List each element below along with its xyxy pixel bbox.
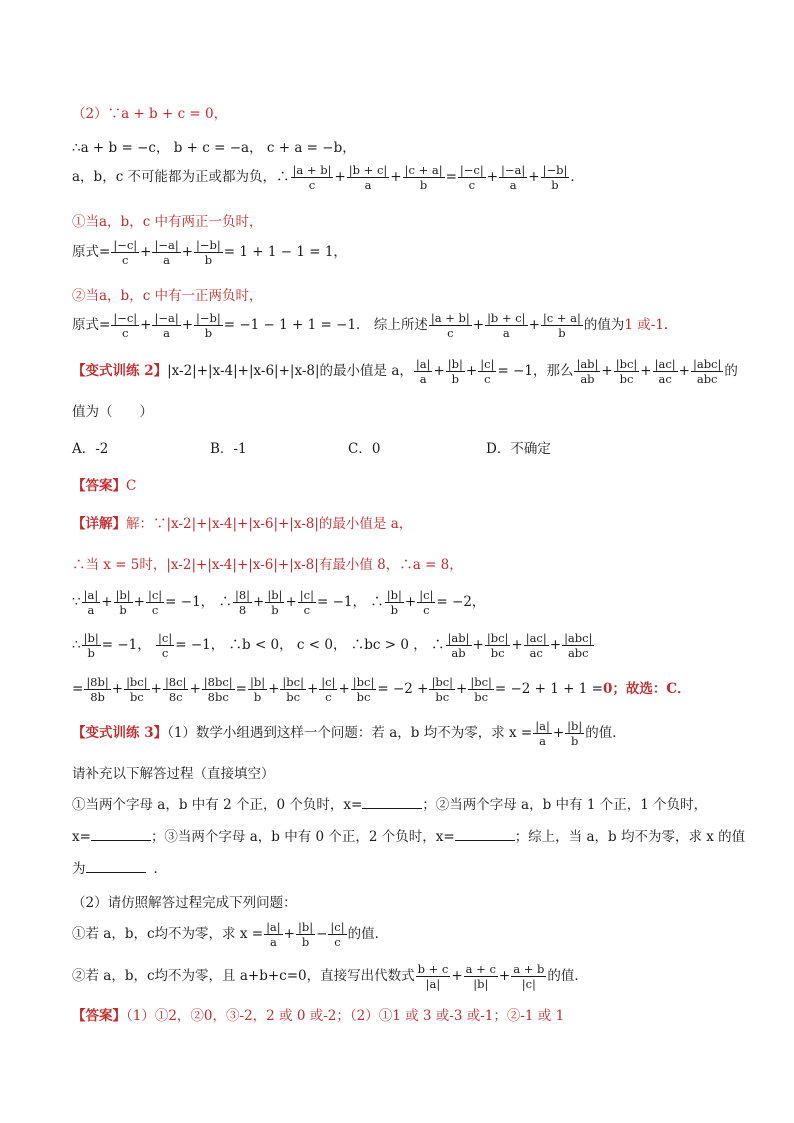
frac: $\frac{|-b|}{b}$ <box>196 311 221 340</box>
ex3-fill-intro: 请补充以下解答过程（直接填空） <box>72 766 275 782</box>
ex3-q1: 【变式训练 3】（1）数学小组遇到这样一个问题：若 a，b 均不为零，求 x = $\frac{|a|}{a}$ + $\frac{|b|}{b}$ 的值． <box>72 719 626 748</box>
ex2-tag: 【变式训练 2】 <box>72 363 168 379</box>
frac: $\frac{a + c}{|b|}$ <box>465 962 496 991</box>
frac: $\frac{b + c}{|a|}$ <box>417 962 449 991</box>
frac: $\frac{|8c|}{8c}$ <box>164 675 187 704</box>
ex3-c3: x= ；③当两个字母 a，b 中有 0 个正，2 个负时，x= ；综上，当 a，b 均不为零，求 x 的值 <box>72 829 746 845</box>
p2-case1: ①当a，b，c 中有两正一负时， <box>72 214 263 230</box>
frac: $\frac{|8bc|}{8bc}$ <box>203 675 233 704</box>
ex2-detail2: ∴当 x = 5时，|x-2|+|x-4|+|x-6|+|x-8|有最小值 8，∴a = 8， <box>72 557 463 573</box>
frac: $\frac{|b|}{b}$ <box>297 920 314 949</box>
frac: $\frac{|a|}{a}$ <box>83 588 99 617</box>
frac: $\frac{|c|}{c}$ <box>147 588 163 617</box>
frac: $\frac{|bc|}{bc}$ <box>431 675 454 704</box>
frac: $\frac{|-a|}{a}$ <box>154 311 179 340</box>
frac: $\frac{|-c|}{c}$ <box>113 311 138 340</box>
frac: $\frac{|bc|}{bc}$ <box>615 357 638 386</box>
p2-label: （2）∵a + b + c = 0， <box>72 106 228 122</box>
p2-answer: 1 或-1 <box>624 317 664 333</box>
frac: $\frac{|b|}{b}$ <box>267 588 283 617</box>
frac: $\frac{|8b|}{8b}$ <box>86 675 109 704</box>
option-c[interactable]: C．0 <box>348 441 381 457</box>
ex2-answer: 【答案】C <box>72 478 137 494</box>
frac: $\frac{\text{|abc|}}{\text{abc}}$ <box>692 357 722 386</box>
frac: $\frac{|8|}{8}$ <box>234 588 251 617</box>
ex3-q2: （2）请仿照解答过程完成下列问题： <box>72 895 297 911</box>
frac: $\frac{|bc|}{bc}$ <box>470 675 492 704</box>
frac: $\frac{|c|}{c}$ <box>321 675 336 704</box>
ex2-detail5: = $\frac{|8b|}{8b}$ + $\frac{|bc|}{bc}$ + $\frac{|8c|}{8c}$ + $\frac{|8bc|}{8bc}$ = $\frac{|b|}{b}$ + $\frac{|bc|}{bc}$ + $\frac{|c|}{c}$ + $\frac{|bc|}{bc}$ = −2 + $\frac{|bc|}{bc}$ + $\frac{|bc|}{bc}$ = −2 + 1 + 1 =0；故选：C． <box>72 675 691 704</box>
frac: $\frac{a + b}{|c|}$ <box>513 962 545 991</box>
frac: $\frac{|b|}{b}$ <box>567 719 583 748</box>
blank-2[interactable] <box>91 828 151 841</box>
frac: $\frac{|b + c|}{a}$ <box>348 163 388 192</box>
frac: $\frac{|c|}{c}$ <box>158 631 173 660</box>
frac: $\frac{|-b|}{b}$ <box>196 238 221 267</box>
frac: $\frac{|c + a|}{b}$ <box>404 163 443 192</box>
p2-line2 <box>72 136 734 156</box>
p2-line2-text: ∴a + b = −c， b + c = −a， c + a = −b， <box>72 140 356 156</box>
ex2-options <box>72 437 734 457</box>
option-b[interactable]: B．-1 <box>210 441 247 457</box>
frac: $\frac{|bc|}{bc}$ <box>282 675 304 704</box>
frac: $\frac{|c|}{c}$ <box>419 588 434 617</box>
frac: $\frac{|c|}{c}$ <box>480 357 495 386</box>
frac: $\frac{|b|}{b}$ <box>249 675 266 704</box>
frac: $\frac{|bc|}{bc}$ <box>486 631 509 660</box>
frac: $\frac{|-a|}{a}$ <box>501 163 526 192</box>
ex2-detail3: ∵ $\frac{|a|}{a}$ + $\frac{|b|}{b}$ + $\frac{|c|}{c}$ = −1， ∴ $\frac{|8|}{8}$ + $\frac{|b|}{b}$ + $\frac{|c|}{c}$ = −1， ∴ $\frac{|b|}{b}$ + $\frac{|c|}{c}$ = −2， <box>72 588 486 617</box>
frac: $\frac{|-c|}{c}$ <box>459 163 484 192</box>
blank-4[interactable] <box>86 860 146 873</box>
option-d[interactable]: D．不确定 <box>486 441 551 457</box>
p2-case1-calc: 原式= $\frac{|-c|}{c}$ + $\frac{|-a|}{a}$ + $\frac{|-b|}{b}$ = 1 + 1 − 1 = 1， <box>72 238 347 267</box>
frac: $\frac{|ac|}{ac}$ <box>525 631 547 660</box>
frac: $\frac{|a + b|}{c}$ <box>292 163 332 192</box>
frac: $\frac{|bc|}{bc}$ <box>352 675 375 704</box>
blank-1[interactable] <box>362 796 422 809</box>
frac: $\frac{|ac|}{ac}$ <box>654 357 676 386</box>
ex3-c5: 为 ． <box>72 861 167 877</box>
ex3-q2a: ①若 a，b，c均不为零，求 x = $\frac{|a|}{a}$ + $\frac{|b|}{b}$ − $\frac{|c|}{c}$ 的值． <box>72 920 389 949</box>
ex2-stem2: 值为（ ） <box>72 404 153 420</box>
frac: $\frac{|bc|}{bc}$ <box>126 675 148 704</box>
p2-line1 <box>72 102 734 122</box>
frac: $\frac{|c|}{c}$ <box>299 588 314 617</box>
ex2-detail4: ∴ $\frac{|b|}{b}$ = −1， $\frac{|c|}{c}$ = −1， ∴b < 0， c < 0， ∴bc > 0 ， ∴ $\frac{|ab|}{ab}$ + $\frac{|bc|}{bc}$ + $\frac{|ac|}{ac}$ + $\frac{\text{|abc|}}{\text{abc}}$ <box>72 631 593 660</box>
ex3-q2b: ②若 a，b，c均不为零，且 a+b+c=0，直接写出代数式 $\frac{b + c}{|a|}$ + $\frac{a + c}{|b|}$ + $\frac{a + b}{|c|}$ 的值． <box>72 962 588 991</box>
ex3-answer: 【答案】（1）①2，②0，③-2，2 或 0 或-2；（2）①1 或 3 或-3 或-1；②-1 或 1 <box>72 1008 565 1024</box>
frac: $\frac{|b|}{b}$ <box>386 588 402 617</box>
frac: $\frac{|b|}{b}$ <box>83 631 99 660</box>
frac: $\frac{|ab|}{ab}$ <box>576 357 599 386</box>
ex3-tag: 【变式训练 3】 <box>72 725 168 741</box>
ex2-detail1: 【详解】解：∵|x-2|+|x-4|+|x-6|+|x-8|的最小值是 a， <box>72 516 413 532</box>
frac: $\frac{\text{|abc|}}{\text{abc}}$ <box>564 631 593 660</box>
p2-line3-lead: a，b，c 不可能都为正或都为负，∴ <box>72 169 290 185</box>
p2-case2: ②当a，b，c 中有一正两负时， <box>72 288 263 304</box>
frac: $\frac{|b|}{b}$ <box>447 357 463 386</box>
frac: $\frac{|a|}{a}$ <box>535 719 550 748</box>
frac: $\frac{|ab|}{ab}$ <box>447 631 470 660</box>
ex2-stem: 【变式训练 2】|x-2|+|x-4|+|x-6|+|x-8|的最小值是 a， $\frac{|a|}{a}$ + $\frac{|b|}{b}$ + $\frac{|c|}{c}$ = −1，那么 $\frac{|ab|}{ab}$ + $\frac{|bc|}{bc}$ + $\frac{|ac|}{ac}$ + $\frac{\text{|abc|}}{\text{abc}}$ 的 <box>72 357 738 386</box>
p2-line3: a，b，c 不可能都为正或都为负，∴ $\frac{|a + b|}{c}$ + $\frac{|b + c|}{a}$ + $\frac{|c + a|}{b}$ = $\frac{|-c|}{c}$ + $\frac{|-a|}{a}$ + $\frac{|-b|}{b}$ ． <box>72 163 584 192</box>
frac: $\frac{|b|}{b}$ <box>115 588 131 617</box>
frac: $\frac{|a|}{a}$ <box>415 357 431 386</box>
frac: $\frac{|-c|}{c}$ <box>113 238 138 267</box>
frac: $\frac{|-b|}{b}$ <box>542 163 568 192</box>
frac: $\frac{|-a|}{a}$ <box>154 238 179 267</box>
frac: $\frac{|a|}{a}$ <box>266 920 281 949</box>
p2-case2-calc: 原式= $\frac{|-c|}{c}$ + $\frac{|-a|}{a}$ + $\frac{|-b|}{b}$ = −1 − 1 + 1 = −1． 综上所述 $\frac{|a + b|}{c}$ + $\frac{|b + c|}{a}$ + $\frac{|c + a|}{b}$ 的值为1 或-1． <box>72 311 678 340</box>
frac: $\frac{|c + a|}{b}$ <box>542 311 581 340</box>
blank-3[interactable] <box>455 828 515 841</box>
ex3-c1: ①当两个字母 a，b 中有 2 个正，0 个负时，x= ；②当两个字母 a，b 中有 1 个正，1 个负时， <box>72 797 708 813</box>
frac: $\frac{|c|}{c}$ <box>330 920 345 949</box>
option-a[interactable]: A．-2 <box>72 441 109 457</box>
frac: $\frac{|a + b|}{c}$ <box>430 311 470 340</box>
frac: $\frac{|b + c|}{a}$ <box>487 311 526 340</box>
